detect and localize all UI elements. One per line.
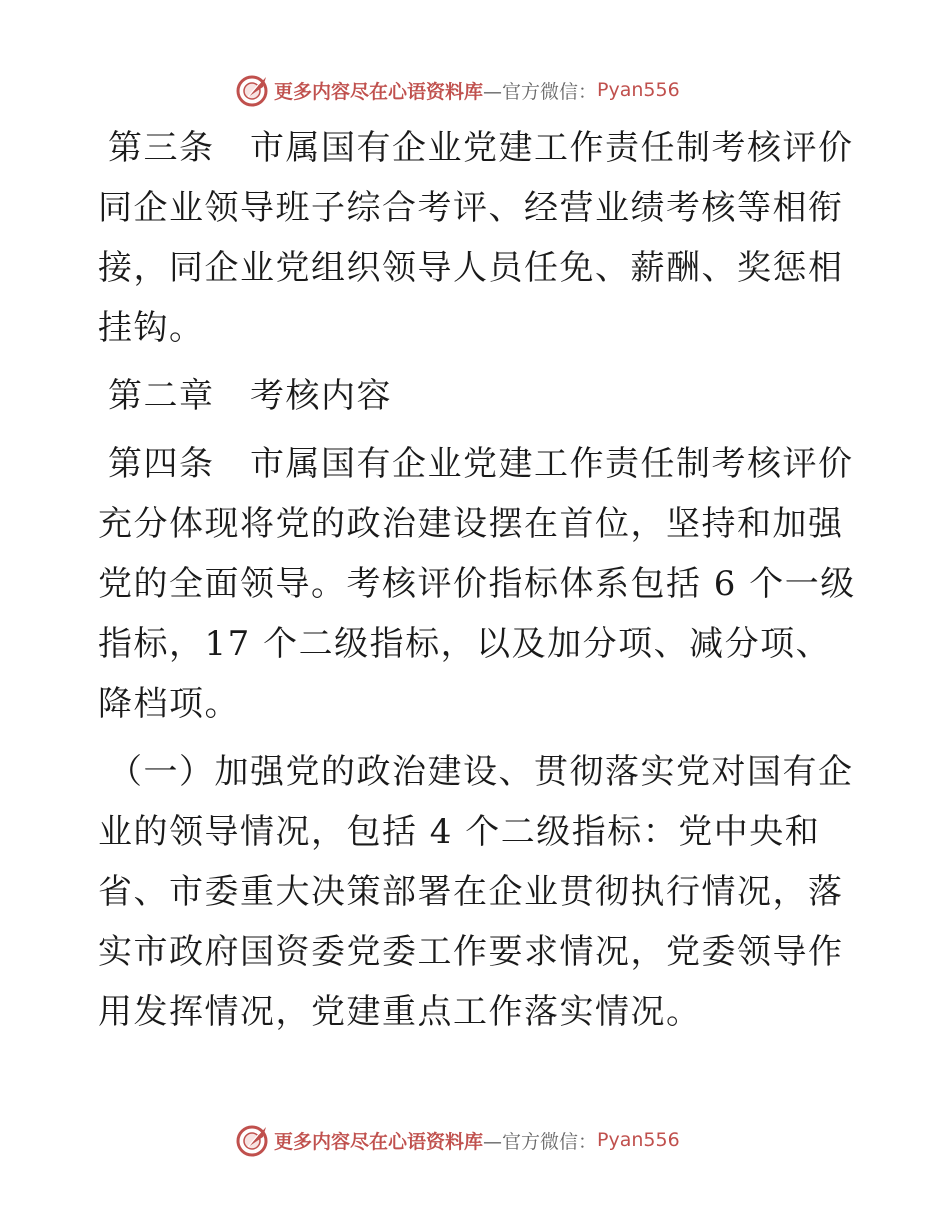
quill-logo-icon (236, 1123, 270, 1157)
wechat-id: Pyan556 (597, 79, 680, 101)
item-1-paragraph: （一）加强党的政治建设、贯彻落实党对国有企业的领导情况，包括 4 个二级指标：党中央和省、市委重大决策部署在企业贯彻执行情况，落实市政府国资委党委工作要求情况，党委领导作用发挥情况，党建重点工作落实情况。 (98, 752, 854, 1032)
promo-text: 更多内容尽在心语资料库 (274, 1130, 484, 1153)
official-wechat-label: —官方微信： (483, 80, 598, 103)
chapter-2-heading: 第二章 考核内容 (108, 376, 392, 416)
document-body (98, 118, 858, 1042)
promo-text: 更多内容尽在心语资料库 (274, 80, 484, 103)
article-4-paragraph: 第四条 市属国有企业党建工作责任制考核评价充分体现将党的政治建设摆在首位，坚持和加强党的全面领导。考核评价指标体系包括 6 个一级指标，17 个二级指标，以及加分项、减分项、降档项。 (98, 444, 856, 724)
wechat-id: Pyan556 (597, 1129, 680, 1151)
official-wechat-label: —官方微信： (483, 1130, 598, 1153)
quill-logo-icon (236, 73, 270, 107)
footer-banner (236, 1122, 680, 1158)
article-3-paragraph: 第三条 市属国有企业党建工作责任制考核评价同企业领导班子综合考评、经营业绩考核等相衔接，同企业党组织领导人员任免、薪酬、奖惩相挂钩。 (98, 128, 854, 348)
header-banner (236, 72, 680, 108)
